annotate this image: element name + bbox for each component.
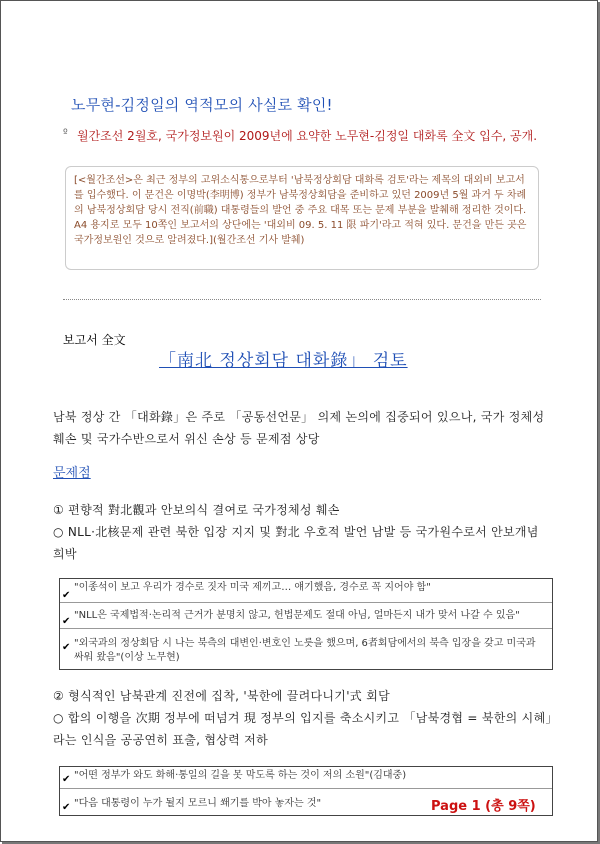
check-icon: ✔ (62, 802, 71, 813)
summary-paragraph: 남북 정상 간 「대화錄」은 주로 「공동선언문」 의제 논의에 집중되어 있으나, 국가 정체성 훼손 및 국가수반으로서 위신 손상 등 문제점 상당 (53, 410, 545, 446)
report-title: 「南北 정상회담 대화錄」 검토 (159, 351, 408, 371)
report-label: 보고서 全文 (63, 333, 126, 347)
point1-title: ① 편향적 對北觀과 안보의식 결여로 국가정체성 훼손 (53, 503, 340, 517)
quote-row (60, 767, 552, 789)
check-icon: ✔ (62, 774, 71, 785)
point2-title: ② 형식적인 남북관계 진전에 집착, '북한에 끌려다니기'式 회담 (53, 689, 390, 703)
page-number: Page 1 (총 9쪽) (431, 799, 536, 814)
quote-text: "어떤 정부가 와도 화해·통일의 길을 못 막도록 하는 것이 저의 소원"(김대중) (74, 770, 407, 781)
quote-row (60, 603, 552, 629)
check-icon: ✔ (62, 616, 71, 627)
quote-text: "다음 대통령이 누가 될지 모르니 쐐기를 박아 놓자는 것" (74, 798, 322, 809)
check-icon: ✔ (62, 642, 71, 653)
subheadline-bullet: º (63, 128, 68, 139)
subheadline-text: 월간조선 2월호, 국가정보원이 2009년에 요약한 노무현-김정일 대화록 全文 입수, 공개. (77, 129, 538, 143)
intro-quote-box (65, 166, 539, 270)
dotted-divider (63, 299, 541, 300)
subheadline (65, 128, 555, 144)
quote-text: "외국과의 정상회담 시 나는 북측의 대변인·변호인 노릇을 했으며, 6者회담에서의 북측 입장을 갖고 미국과 싸워 왔음"(이상 노무현) (74, 638, 536, 663)
point1-detail: ○ NLL·北核문제 관련 북한 입장 지지 및 對北 우호적 발언 남발 등 국가원수로서 안보개념 희박 (53, 525, 539, 561)
check-icon: ✔ (62, 590, 71, 601)
point1-quote-box (59, 578, 553, 670)
point2-detail: ○ 합의 이행을 次期 정부에 떠넘겨 現 정부의 입지를 축소시키고 「남북경협 = 북한의 시혜」라는 인식을 공공연히 표출, 협상력 저하 (53, 711, 552, 747)
headline: 노무현-김정일의 역적모의 사실로 확인! (71, 96, 333, 114)
quote-text: "이종석이 보고 우리가 경수로 짓자 미국 제끼고… 얘기했음, 경수로 꼭 지어야 함" (74, 582, 431, 593)
problems-heading: 문제점 (53, 466, 91, 481)
intro-quote-text: [<월간조선>은 최근 정부의 고위소식통으로부터 '남북정상회담 대화록 검토'라는 제목의 대외비 보고서를 입수했다. 이 문건은 이명박(李明博) 정부가 남북정상회담을 준비하고 있던 2009년 5월 과거 두 차례의 남북정상회담 당시 전직(前職) 대통령들의 발언 중 주요 대목 또는 문제 부분을 발췌해 정리한 것이다. A4 용지로 모두 10쪽인 보고서의 상단에는 '대외비 09. 5. 11 限 파기'라고 적혀 있다. 문건을 만든 곳은 국가정보원인 것으로 알려졌다.](월간조선 기사 발췌) (74, 175, 527, 246)
quote-text: "NLL은 국제법적·논리적 근거가 분명치 않고, 헌법문제도 절대 아님, 얼마든지 내가 맞서 나갈 수 있음" (74, 610, 520, 621)
quote-row (60, 629, 552, 669)
quote-row (60, 579, 552, 603)
